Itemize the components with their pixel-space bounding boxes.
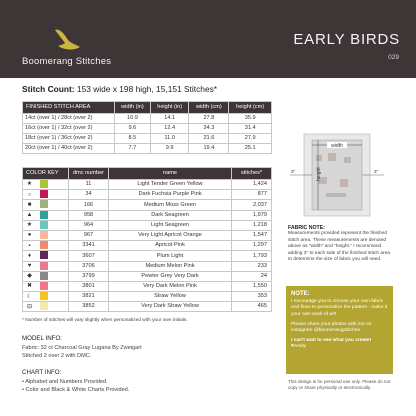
height-label: height <box>316 167 322 181</box>
size-height-cm: 27.9 <box>229 134 272 144</box>
color-key-cell <box>23 261 69 271</box>
symbol-icon: ✖ <box>26 283 33 290</box>
dmc-number: 3706 <box>69 261 109 271</box>
color-swatch <box>40 272 48 280</box>
thread-name: Very Dark Melon Pink <box>109 281 232 291</box>
stitch-count-cell: 353 <box>232 292 272 302</box>
dmc-number: 11 <box>69 180 109 190</box>
color-row <box>23 180 272 190</box>
fabric-size-diagram <box>282 133 390 217</box>
thread-name: Dark Seagreen <box>109 210 232 220</box>
dmc-number: 3852 <box>69 302 109 312</box>
color-row <box>23 200 272 210</box>
thread-name: Very Dark Straw Yellow <box>109 302 232 312</box>
fabric-note-heading: FABRIC NOTE: <box>288 225 325 231</box>
size-height-in: 14.1 <box>150 114 189 124</box>
size-header-width-cm: width (cm) <box>189 102 229 114</box>
size-width-in: 10.9 <box>115 114 151 124</box>
size-width-cm: 27.8 <box>189 114 229 124</box>
size-height-in: 12.4 <box>150 124 189 134</box>
size-header-area: FINISHED STITCH AREA <box>23 102 115 114</box>
thread-name: Apricot Pink <box>109 241 232 251</box>
symbol-icon: ● <box>27 232 32 239</box>
dmc-number: 3821 <box>69 292 109 302</box>
stitch-count-cell: 1,297 <box>232 241 272 251</box>
thread-name: Pewter Grey Very Dark <box>109 271 232 281</box>
color-swatch <box>40 231 48 239</box>
stitch-count-label: Stitch Count: <box>22 84 75 94</box>
stitch-count-cell: 2,037 <box>232 200 272 210</box>
symbol-icon: ♥ <box>27 262 32 269</box>
stitch-count-cell: 1,424 <box>232 180 272 190</box>
stitch-count-cell: 1,218 <box>232 220 272 230</box>
thread-name: Plum Light <box>109 251 232 261</box>
symbol-icon: ◆ <box>27 273 32 280</box>
stitch-variation-footnote: * Number of stitches will vary slightly when personalized with your own initials. <box>22 318 188 323</box>
width-label: width <box>331 142 343 149</box>
color-header-key: COLOR KEY <box>23 168 69 180</box>
color-row <box>23 210 272 220</box>
color-swatch <box>40 292 48 300</box>
color-swatch <box>40 251 48 259</box>
size-width-cm: 24.3 <box>189 124 229 134</box>
thread-name: Very Light Apricot Orange <box>109 230 232 240</box>
dmc-number: 3607 <box>69 251 109 261</box>
header-bar <box>0 0 416 78</box>
size-height-in: 11.0 <box>150 134 189 144</box>
symbol-icon: ★ <box>26 222 33 229</box>
brand-name: Boomerang Stitches <box>22 56 112 67</box>
symbol-icon: ■ <box>27 201 32 208</box>
model-info-heading: MODEL INFO: <box>22 335 62 342</box>
color-row <box>23 271 272 281</box>
note-box-para3: I can't wait to see what you create! <box>291 338 372 344</box>
color-key-table <box>22 167 272 312</box>
size-width-cm: 19.4 <box>189 144 229 154</box>
symbol-icon: ★ <box>26 181 33 188</box>
stitch-count-cell: 1,547 <box>232 230 272 240</box>
dmc-number: 958 <box>69 210 109 220</box>
color-key-cell <box>23 251 69 261</box>
size-label: 14ct (over 1) / 28ct (over 2) <box>23 114 115 124</box>
size-row <box>23 134 272 144</box>
fabric-note-text: Measurements provided represent the finished stitch area. These measurements are denoted above as "width" and "height." I recommend adding 3" to each side of the finished stitch area to determine the size of fabric you will need. <box>288 231 390 263</box>
color-swatch <box>40 302 48 310</box>
color-key-cell <box>23 292 69 302</box>
color-key-cell <box>23 281 69 291</box>
finished-stitch-area-table <box>22 101 272 154</box>
color-row <box>23 292 272 302</box>
size-height-in: 9.9 <box>150 144 189 154</box>
personal-use-note: This design is for personal use only. Please do not copy or share physically or electronically. <box>288 379 391 390</box>
size-header-width-in: width (in) <box>115 102 151 114</box>
color-key-cell <box>23 200 69 210</box>
color-key-cell <box>23 220 69 230</box>
size-height-cm: 31.4 <box>229 124 272 134</box>
size-header-height-in: height (in) <box>150 102 189 114</box>
symbol-icon: ☾ <box>26 293 33 300</box>
color-header-dmc: dmc number <box>69 168 109 180</box>
note-box-para2: Please share your photos with me on instagram @boomerangstitches. <box>291 321 372 334</box>
stitch-count <box>22 84 217 94</box>
stitch-count-cell: 1,550 <box>232 281 272 291</box>
color-key-cell <box>23 241 69 251</box>
note-box-para1: I encourage you to choose your own fabric and floss to personalize the pattern - make it your own work of art! <box>291 299 388 317</box>
color-key-cell <box>23 302 69 312</box>
size-row <box>23 144 272 154</box>
size-width-in: 7.7 <box>115 144 151 154</box>
stitch-count-value: 153 wide x 198 high, 15,151 Stitches* <box>76 84 218 94</box>
stitch-count-cell: 465 <box>232 302 272 312</box>
dmc-number: 166 <box>69 200 109 210</box>
model-info-stitched: Stitched 2 over 2 with DMC. <box>22 353 92 359</box>
size-width-in: 8.5 <box>115 134 151 144</box>
symbol-icon: ▪ <box>28 242 31 249</box>
dmc-number: 3799 <box>69 271 109 281</box>
boomerang-logo-icon <box>52 26 82 52</box>
size-row <box>23 114 272 124</box>
color-header-name: name <box>109 168 232 180</box>
size-width-cm: 21.6 <box>189 134 229 144</box>
left-margin-label: 3" <box>291 169 296 174</box>
color-row <box>23 241 272 251</box>
size-row <box>23 124 272 134</box>
color-swatch <box>40 190 48 198</box>
right-margin-label: 3" <box>374 169 379 174</box>
color-header-stitches: stitches* <box>232 168 272 180</box>
color-key-cell <box>23 190 69 200</box>
chart-info-heading: CHART INFO: <box>22 369 62 376</box>
stitch-count-cell: 24 <box>232 271 272 281</box>
thread-name: Dark Fuchsia Purple Pink <box>109 190 232 200</box>
dmc-number: 3801 <box>69 281 109 291</box>
thread-name: Light Tender Green Yellow <box>109 180 232 190</box>
stitch-count-cell: 1,793 <box>232 251 272 261</box>
color-swatch <box>40 200 48 208</box>
color-swatch <box>40 262 48 270</box>
color-row <box>23 251 272 261</box>
color-row <box>23 230 272 240</box>
fabric-note <box>288 225 392 263</box>
thread-name: Medium Moss Green <box>109 200 232 210</box>
color-swatch <box>40 282 48 290</box>
model-info-fabric: Fabric: 32 ct Charcoal Gray Lugana By Zweigart <box>22 345 142 351</box>
color-swatch <box>40 180 48 188</box>
dmc-number: 967 <box>69 230 109 240</box>
thread-name: Straw Yellow <box>109 292 232 302</box>
color-swatch <box>40 241 48 249</box>
symbol-icon: ♦ <box>27 252 32 259</box>
symbol-icon: ○ <box>27 191 32 198</box>
stitch-count-cell: 233 <box>232 261 272 271</box>
size-height-cm: 25.1 <box>229 144 272 154</box>
pattern-title: EARLY BIRDS <box>293 31 400 48</box>
size-height-cm: 35.9 <box>229 114 272 124</box>
thread-name: Light Seagreen <box>109 220 232 230</box>
size-label: 20ct (over 1) / 40ct (over 2) <box>23 144 115 154</box>
note-box-heading: NOTE: <box>291 291 310 297</box>
color-key-cell <box>23 230 69 240</box>
dmc-number: 964 <box>69 220 109 230</box>
chart-info-charts: • Color and Black & White Charts Provided. <box>22 387 130 393</box>
color-swatch <box>40 211 48 219</box>
note-box <box>286 286 393 374</box>
size-label: 16ct (over 1) / 32ct (over 2) <box>23 124 115 134</box>
size-width-in: 9.6 <box>115 124 151 134</box>
pattern-number: 029 <box>388 54 399 61</box>
thread-name: Medium Melon Pink <box>109 261 232 271</box>
color-row <box>23 261 272 271</box>
color-key-cell <box>23 180 69 190</box>
stitch-count-cell: 877 <box>232 190 272 200</box>
symbol-icon: ⊟ <box>26 303 33 310</box>
color-swatch <box>40 221 48 229</box>
size-label: 18ct (over 1) / 36ct (over 2) <box>23 134 115 144</box>
symbol-icon: ▲ <box>26 212 33 219</box>
note-box-signature: ♥Amity <box>291 344 307 350</box>
chart-info-alphabet: • Alphabet and Numbers Provided. <box>22 379 108 385</box>
dmc-number: 34 <box>69 190 109 200</box>
stitch-count-cell: 1,979 <box>232 210 272 220</box>
color-row <box>23 190 272 200</box>
color-row <box>23 302 272 312</box>
color-row <box>23 220 272 230</box>
color-row <box>23 281 272 291</box>
color-key-cell <box>23 210 69 220</box>
size-header-height-cm: height (cm) <box>229 102 272 114</box>
dmc-number: 3341 <box>69 241 109 251</box>
color-key-cell <box>23 271 69 281</box>
